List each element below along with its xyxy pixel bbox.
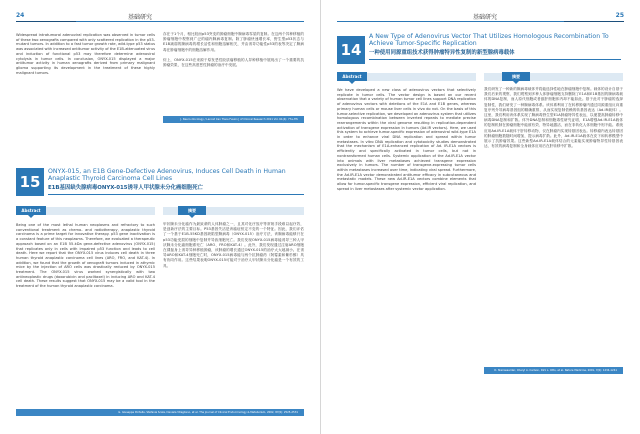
article-title-en: A New Type of Adenovirus Vector That Utilizes Homologous Recombination To Achieve Tumor-Specific Replication xyxy=(369,33,609,48)
summary-label: 摘要 xyxy=(178,206,206,215)
section-title: 基础研究 xyxy=(128,14,153,21)
title-rule xyxy=(48,194,304,195)
abstract-en: Being one of the most lethal human neoplasms and refractory to such conventional treatment as chemo- and radiotherapy, anaplastic thyroid carcinoma is a prime target for innovative therapy. p53 gene inactivation is a constant feature of this neoplasms. Therefore, we evaluated a therapeutic approach based on an E1B 55-kDa gene-defective adenovirus (ONYX-015) that replicates only in cells with impaired p53 function and leads to cell death. Here we report that the ONYX-015 virus induces cell death in three human thyroid anaplastic carcinoma cell lines (ARO, FRO, and KAT-4). In addition, we found that the growth of xenograft tumors induced in athymic mice by the injection of ARO cells was drastically reduced by ONYX-015 treatment. The ONYX-015 virus worked synergistically with two antineoplastic drugs (doxorubicin and paclitaxel) in inducing ARO and KAT-4 cell death. These results suggest that ONYX-015 may be a valid tool in the treatment of the human thyroid anaplastic carcinoma. xyxy=(16,223,155,289)
summary-label: 摘要 xyxy=(502,72,530,81)
article-number: 15 xyxy=(16,168,44,196)
title-rule xyxy=(369,59,621,60)
article-number: 14 xyxy=(337,36,365,64)
continued-summary-zh: 存在于1个月，相比较而p53突变的肿瘤细胞中腺病毒零星的复制。在这两个异种移植的肿瘤细胞中观察到广泛的瘤内腺病毒复制。除了肿瘤快速增长率，野生型p53状态与E1B减弱的腺病毒的增长活性和细胞溶解相关，并由诱导功能性p53的表等决定了腺病毒在肿瘤细胞中的细胞溶解作用。 综上，ONYX-015在来源于原发恶性胶质瘤移植的人异种移植中展现出了一个重要的抗肿瘤效果，在这些高度恶性肿瘤的治疗中发展。 xyxy=(163,32,304,68)
header-rule-accent xyxy=(564,21,624,22)
abstract-en: We have developed a new class of adenovirus vectors that selectively replicate in tumor cells. The vector design is based on our recent observation that a variety of human tumor cell lines support DNA replication of adenovirus vectors with deletions of the E1A and E1B genes, whereas primary human cells or mouse liver cells in vivo do not. On the basis of this tumor-selective replication, we developed an adenovirus system that utilizes homologous recombination between inverted repeats to mediate precise rearrangements within the viral genome resulting in replication-dependent activation of transgene expression in tumors (Ad.IR vectors). Here, we used this system to achieve tumor-specific expression of adenoviral wild-type E1A in order to enhance viral DNA replication and spread within tumor metastases. In vitro DNA replication and cytotoxicity studies demonstrated that the mechanism of E1A-enhanced replication of Ad. IR-E1A vectors is efficiently and specifically activated in tumor cells, but not in nontransformed human cells. Systemic application of the Ad.IR-E1A vector into animals with liver metastases achieved transgene expression exclusively in tumors. The number of transgene-expressing tumor cells within metastases increased over time, indicating viral spread. Furthermore, the Ad.IR-E1A vector demonstrated antitumor efficacy in subcutaneous and metastatic models. These new Ad.IR-E1A vectors combine elements that allow for tumor-specific transgene expression, efficient viral replication, and spread in liver metastases after systemic vector application. xyxy=(337,88,476,191)
summary-zh: 我们研发了一种新的腺病毒载体并将能选择性地在肿瘤细胞中复制。载体的设计自基于我们后来的观察，我们观察到多种人体肿瘤细胞支持删除了E1A和E1B基因的腺病毒载体的DNA复制，而人原代细胞或者鼠肝细胞体内却不能如此。基于此对于肿瘤的选择复制性，我们研发了一种腺病毒体系。该体系利用了在转移肿瘤内通过同源重组反向重复序列介导病毒基因组的精确重排，从而实现复制依赖的转基因表达（Ad.IR载体）。这里，我们利用该体系实现了腺病毒野生型E1A肿瘤特异性表达，以便提高肿瘤转移中病毒DNA复制和扩散。体外DNA复制和细胞毒性研究证明，E1A增强Ad.IR-E1A载体的复制机制在肿瘤细胞中能被有效、特异地激活，而在非转化人体细胞中则不能。系统应用Ad.IR-E1A载体于肝转移动物，仅在肿瘤内实现转基因表达。转移瘤内表达转基因的肿瘤细胞数随时间增加，提示病毒扩散。此外，Ad.IR-E1A载体在皮下和转移模型中展示了抗肿瘤效果。这些新型Ad.IR-E1A载体结合的元素能实现肿瘤特异性转基因表达、有效的病毒复制和全身载体应用后在肝转移中扩散。 xyxy=(484,87,623,149)
article-title-en: ONYX-015, an E1B Gene-Defective Adenovirus, Induces Cell Death in Human Anaplastic Thyroid Carcinoma Cell Lines xyxy=(48,168,286,183)
page-header xyxy=(337,12,624,22)
article-title-zh: 一种使用同源重组技术获得肿瘤特异性复制的新型腺病毒载体 xyxy=(369,50,515,56)
continued-abstract-en: Widespread intratumoral adenoviral replication was observed in tumor cells of these two xenografts compared with only scattered replication in the p53-mutant tumors. In addition to a fast tumor growth rate, wild-type p53 status was associated with increased antitumor activity of the E1B-attenuated virus and induction of functional p53 may therefore determine adenoviral cytolysis in tumor cells. In conclusion, ONYX-015 displayed a major antitumor activity in human xenografts derived from primary malignant glioma supporting its development in the treatment of these highly malignant tumors. xyxy=(16,33,155,75)
article-title-zh: E1B基因缺失腺病毒ONYX-015诱导人甲状腺未分化癌细胞死亡 xyxy=(48,185,203,191)
page-header xyxy=(16,12,304,22)
citation-bar: G. Giuseppe Portella, Stefania Scala, Daniela Vitagliano, et al. The Journal of Clinical Endocrinology & Metabolism, 2002, 87(6): 2525-2531 xyxy=(16,409,304,416)
citation-bar: D. Steinwaerder, Cheryl A. Carlson, Dirk L. Otto, et al. Nature Medicine, 2001, 7(6): 1234-1241 xyxy=(484,367,623,374)
abstract-label: Abstract xyxy=(337,72,367,81)
section-title: 基础研究 xyxy=(473,14,498,21)
header-rule-accent xyxy=(16,21,76,22)
right-page xyxy=(320,0,640,434)
page-number: 25 xyxy=(615,12,624,19)
citation-bar: J. Neuro-Oncology / Lancet Can Trans Fusion J of Clinical Research 2011 Vol. 61(4): 77a-7fb xyxy=(163,116,304,123)
page-number: 24 xyxy=(16,12,25,19)
abstract-label: Abstract xyxy=(16,206,46,215)
summary-zh: 甲状腺未分化癌作为最致命的人体肿瘤之一，且其对化疗放疗等常规手段难以起疗效，是创新疗法的主要目标。P53基因失活是该癌症恒定不变的一个特征。因此，我们评估了一个基于E1B-55KD基因缺陷型腺病毒（ONYX-015）治疗方法，该腺病毒能够只在p53功能受损的细胞中复制并导致细胞死亡。我们发现ONYX-015病毒能诱导三种人甲状腺未分化癌细胞系死亡（ARO、FRO和KAT-4）。此外，我们发现通过注射ARO细胞在裸鼠身上诱导异种移植肿瘤，该肿瘤的增长通过ONYX-015的治疗大大地减小。在诱导ARO和KAT-4细胞死亡时，ONYX-015病毒能与两个抗肿瘤药（阿霉素和紫杉醇）具有协同作用。这些结果表明ONYX-015可能对于治疗人甲状腺未分化癌是一个有效的工具。 xyxy=(163,222,304,268)
